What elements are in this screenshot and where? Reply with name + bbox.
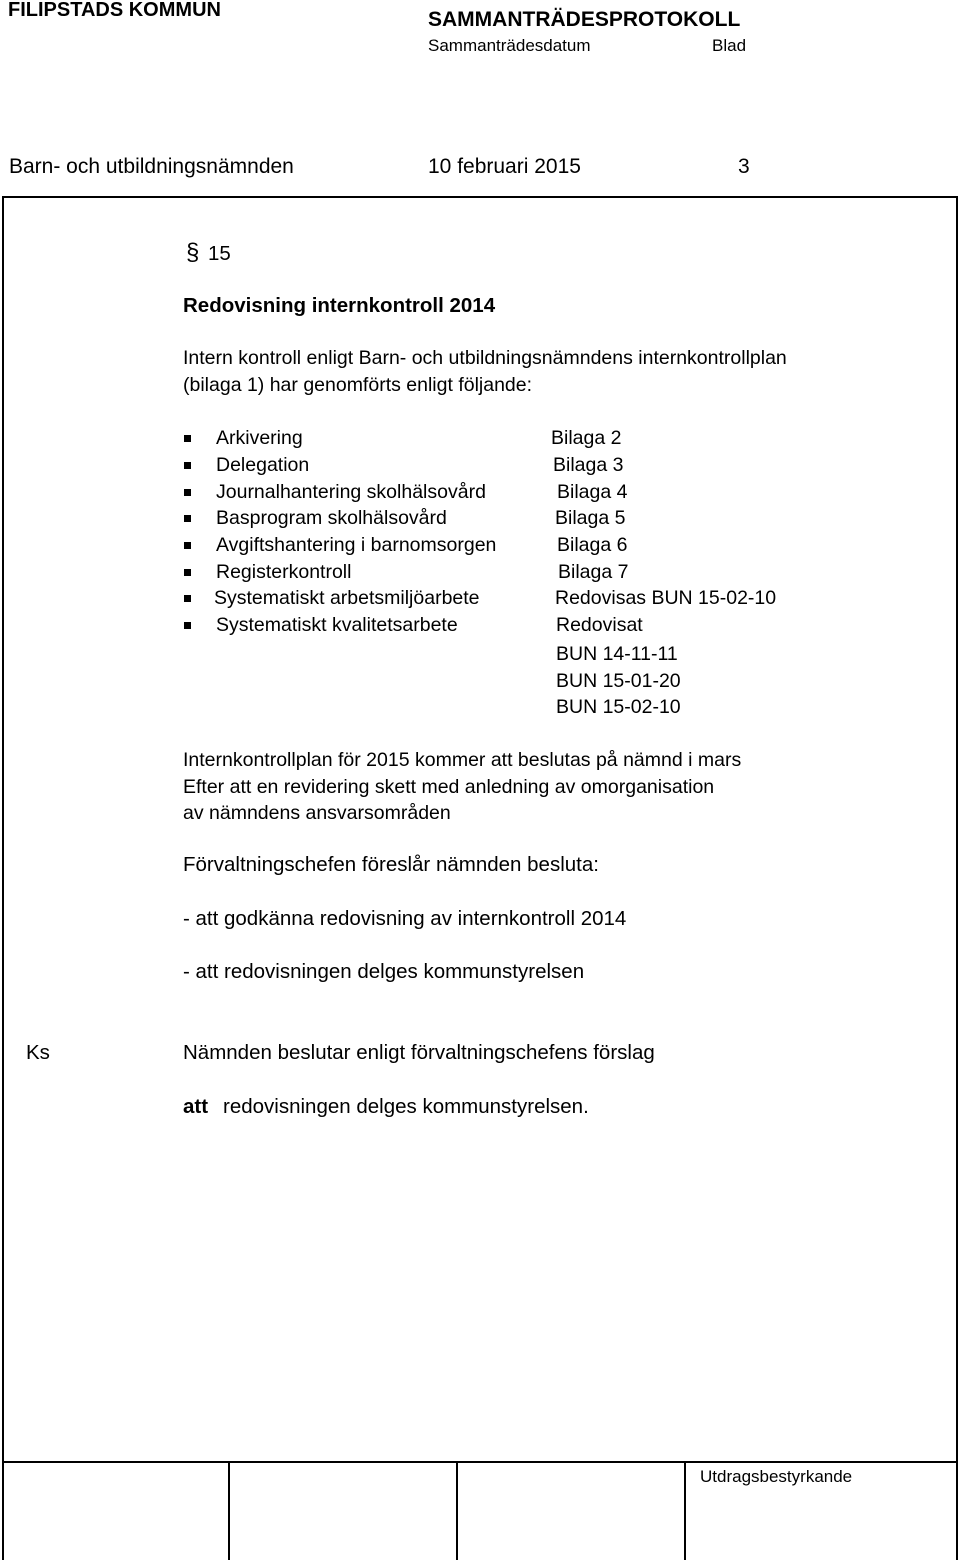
intro-paragraph [183, 345, 787, 398]
proposal-item: - att godkänna redovisning av internkontroll 2014 [183, 907, 627, 930]
list-item-label: Systematiskt arbetsmiljöarbete [214, 587, 480, 609]
signature-box-divider [228, 1461, 230, 1560]
proposal-item: - att redovisningen delges kommunstyrelsen [183, 960, 585, 983]
list-item-label: Avgiftshantering i barnomsorgen [216, 534, 497, 556]
list-item-value: Redovisat [556, 614, 643, 636]
square-bullet-icon [184, 542, 191, 549]
signature-box-divider [456, 1461, 458, 1560]
square-bullet-icon [184, 515, 191, 522]
item-heading: Redovisning internkontroll 2014 [183, 294, 496, 317]
meeting-reference: BUN 14-11-11 [556, 643, 678, 665]
frame-top-border [2, 196, 958, 198]
signature-row-border [2, 1461, 958, 1463]
plan-line: Internkontrollplan för 2015 kommer att beslutas på nämnd i mars [183, 749, 742, 771]
list-item-value: Bilaga 4 [557, 481, 628, 503]
committee-name: Barn- och utbildningsnämnden [9, 155, 294, 178]
meeting-date-label: Sammanträdesdatum [428, 36, 591, 55]
square-bullet-icon [184, 595, 191, 602]
list-item-value: Bilaga 7 [558, 561, 629, 583]
list-item-value: Bilaga 6 [557, 534, 628, 556]
frame-left-border [2, 196, 4, 1560]
document-title: SAMMANTRÄDESPROTOKOLL [428, 8, 741, 31]
recipient-code: Ks [26, 1041, 50, 1064]
meeting-date: 10 februari 2015 [428, 155, 581, 178]
meeting-reference: BUN 15-02-10 [556, 696, 681, 718]
frame-right-border [956, 196, 958, 1560]
signature-label: Utdragsbestyrkande [700, 1467, 853, 1486]
list-item-label: Registerkontroll [216, 561, 352, 583]
plan-line: Efter att en revidering skett med anledning av omorganisation [183, 775, 715, 798]
page-label: Blad [712, 36, 747, 55]
proposal-intro: Förvaltningschefen föreslår nämnden besluta: [183, 853, 599, 876]
list-item-value: Bilaga 2 [551, 427, 622, 449]
decision-text: redovisningen delges kommunstyrelsen. [223, 1095, 589, 1118]
list-item-value: Redovisas BUN 15-02-10 [555, 587, 777, 609]
list-item-label: Basprogram skolhälsovård [216, 507, 447, 529]
intro-line: (bilaga 1) har genomförts enligt följande: [183, 373, 533, 396]
section-sign: § [186, 239, 200, 266]
meeting-reference: BUN 15-01-20 [556, 669, 681, 692]
organization-name: FILIPSTADS KOMMUN [8, 0, 221, 21]
plan-line: av nämndens ansvarsområden [183, 802, 451, 824]
list-item-label: Systematiskt kvalitetsarbete [216, 614, 458, 636]
att-keyword: att [183, 1095, 209, 1118]
page-number: 3 [738, 155, 750, 178]
meeting-references [556, 641, 681, 721]
decision-statement: Nämnden beslutar enligt förvaltningschefens förslag [183, 1041, 655, 1064]
list-item-label: Arkivering [216, 427, 303, 449]
square-bullet-icon [184, 622, 191, 629]
square-bullet-icon [184, 435, 191, 442]
intro-line: Intern kontroll enligt Barn- och utbildningsnämndens internkontrollplan [183, 347, 787, 369]
list-item-value: Bilaga 5 [555, 507, 626, 529]
square-bullet-icon [184, 462, 191, 469]
plan-paragraph [183, 747, 741, 827]
list-item-label: Delegation [216, 454, 310, 476]
square-bullet-icon [184, 569, 191, 576]
section-number: 15 [208, 242, 231, 265]
square-bullet-icon [184, 489, 191, 496]
list-item-value: Bilaga 3 [553, 454, 624, 476]
signature-box-divider [684, 1461, 686, 1560]
list-item-label: Journalhantering skolhälsovård [216, 481, 486, 503]
